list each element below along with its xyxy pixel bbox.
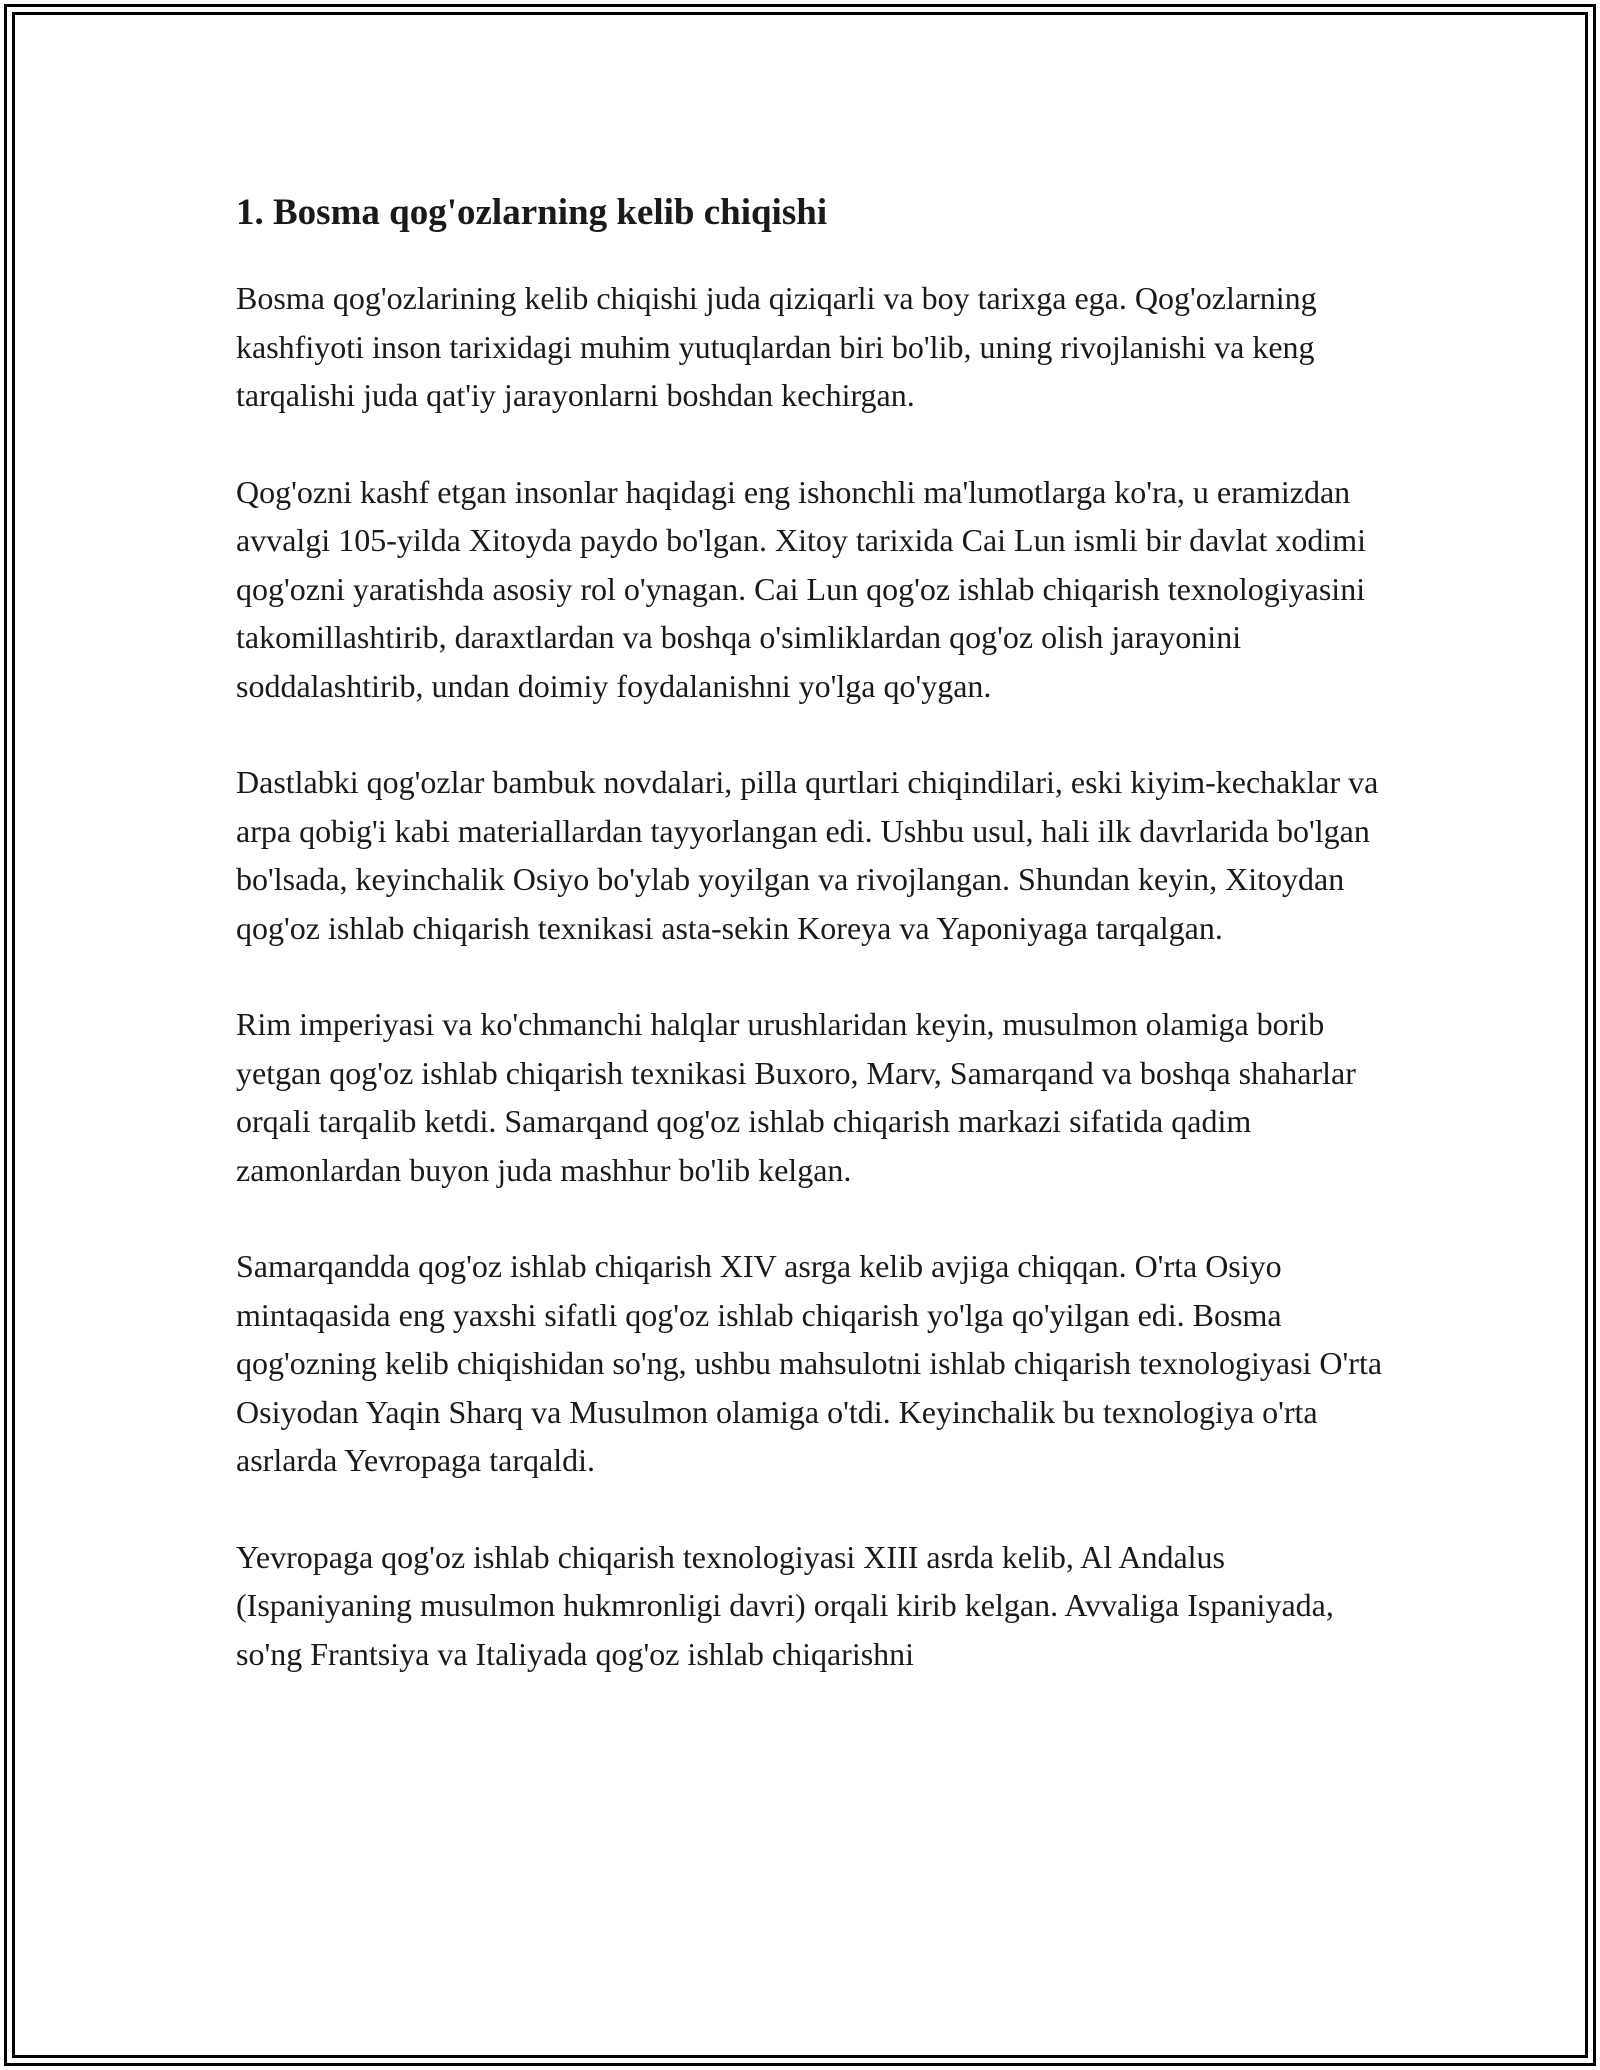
paragraph-2: Qog'ozni kashf etgan insonlar haqidagi eng ishonchli ma'lumotlarga ko'ra, u eramizdan avvalgi 105-yilda Xitoyda paydo bo'lgan. Xitoy tarixida Cai Lun ismli bir davlat xodimi qog'ozni yaratishda asosiy rol o'ynagan. Cai Lun qog'oz ishlab chiqarish texnologiyasini takomillashtirib, daraxtlardan va boshqa o'simliklardan qog'oz olish jarayonini soddalashtirib, undan doimiy foydalanishni yo'lga qo'ygan. [236,473,1367,704]
paragraph-4: Rim imperiyasi va ko'chmanchi halqlar urushlaridan keyin, musulmon olamiga borib yetgan qog'oz ishlab chiqarish texnikasi Buxoro, Marv, Samarqand va boshqa shaharlar orqali tarqalib ketdi. Samarqand qog'oz ishlab chiqarish markazi sifatida qadim zamonlardan buyon juda mashhur bo'lib kelgan. [236,1006,1356,1188]
paragraph-5: Samarqandda qog'oz ishlab chiqarish XIV asrga kelib avjiga chiqqan. O'rta Osiyo mintaqasida eng yaxshi sifatli qog'oz ishlab chiqarish yo'lga qo'yilgan edi. Bosma qog'ozning kelib chiqishidan so'ng, ushbu mahsulotni ishlab chiqarish texnologiyasi O'rta Osiyodan Yaqin Sharq va Musulmon olamiga o'tdi. Keyinchalik bu texnologiya o'rta asrlarda Yevropaga tarqaldi. [236,1248,1383,1478]
section-heading: 1. Bosma qog'ozlarning kelib chiqishi [236,192,828,233]
paragraph-6: Yevropaga qog'oz ishlab chiqarish texnologiyasi XIII asrda kelib, Al Andalus (Ispaniyaning musulmon hukmronligi davri) orqali kirib kelgan. Avvaliga Ispaniyada, so'ng Frantsiya va Italiyada qog'oz ishlab chiqarishni [236,1538,1334,1672]
paragraph-3: Dastlabki qog'ozlar bambuk novdalari, pilla qurtlari chiqindilari, eski kiyim-kechaklar va arpa qobig'i kabi materiallardan tayyorlangan edi. Ushbu usul, hali ilk davrlarida bo'lgan bo'lsada, keyinchalik Osiyo bo'ylab yoyilgan va rivojlangan. Shundan keyin, Xitoydan qog'oz ishlab chiqarish texnikasi asta-sekin Koreya va Yaponiyaga tarqalgan. [236,764,1379,946]
document-body [236,176,1386,1678]
paragraph-1: Bosma qog'ozlarining kelib chiqishi juda qiziqarli va boy tarixga ega. Qog'ozlarning kashfiyoti inson tarixidagi muhim yutuqlardan biri bo'lib, uning rivojlanishi va keng tarqalishi juda qat'iy jarayonlarni boshdan kechirgan. [236,280,1317,413]
